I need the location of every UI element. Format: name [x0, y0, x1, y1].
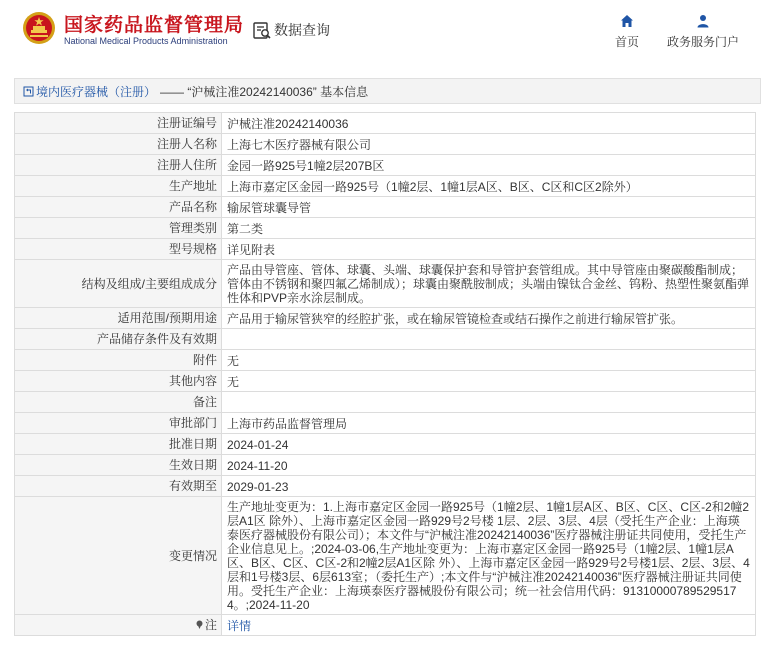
site-header	[0, 0, 761, 64]
field-value: 产品用于输尿管狭窄的经腔扩张，或在输尿管镜检查或结石操作之前进行输尿管扩张。	[222, 308, 756, 329]
nav-service-portal[interactable]	[667, 14, 739, 50]
breadcrumb-category-link[interactable]: 境内医疗器械（注册）	[36, 84, 157, 99]
field-value-note	[222, 615, 756, 636]
table-row	[15, 176, 756, 197]
field-label: 型号规格	[15, 239, 222, 260]
field-value: 2024-01-24	[222, 434, 756, 455]
home-icon	[620, 14, 634, 28]
table-row	[15, 113, 756, 134]
field-value: 第二类	[222, 218, 756, 239]
pin-icon	[195, 620, 204, 629]
return-arrow-icon	[23, 86, 34, 97]
note-label: 注	[204, 617, 217, 632]
field-value: 详见附表	[222, 239, 756, 260]
field-value: 产品由导管座、管体、球囊、头端、球囊保护套和导管护套管组成。其中导管座由聚碳酸酯制成；管体由不锈钢和聚四氟乙烯制成）；球囊由聚酰胺制成；头端由镍钛合金丝、钨粉、热塑性聚氨酯弹性体和PVP亲水涂层制成。	[222, 260, 756, 308]
field-label: 结构及组成/主要组成成分	[15, 260, 222, 308]
breadcrumb	[14, 78, 761, 104]
field-value: 无	[222, 350, 756, 371]
field-label: 审批部门	[15, 413, 222, 434]
field-label: 产品名称	[15, 197, 222, 218]
field-value: 金园一路925号1幢2层207B区	[222, 155, 756, 176]
table-row	[15, 371, 756, 392]
field-label: 注册人住所	[15, 155, 222, 176]
breadcrumb-record-title: —— “沪械注准20242140036” 基本信息	[160, 84, 369, 99]
table-row	[15, 455, 756, 476]
field-value	[222, 392, 756, 413]
field-value: 生产地址变更为：1.上海市嘉定区金园一路925号（1幢2层、1幢1层A区、B区、C区、C区-2和2幢2层A1区 除外）、上海市嘉定区金园一路929号2号楼 1层、2层、3层、4层（受托生产企业：上海瑛泰医疗器械股份有限公司）；本文件与“沪械注准20242140036”医疗器械注册证共同使用，受托生产企业信息见上。;2024-03-06,生产地址变更为：上海市嘉定区金园一路925号（1幢2层、1幢1层A区、B区、C区、C区-2和2幢2层A1区除 外）、上海市嘉定区金园一路929号2号楼1层、2层、3层、4层和1号楼3层、6层613室；（委托生产）;本文件与“沪械注准20242140036”医疗器械注册证共同使用。受托生产企业：上海瑛泰医疗器械股份有限公司；统一社会信用代码：913100007895295174。;2024-11-20	[222, 497, 756, 615]
nav-home-label: 首页	[615, 35, 640, 49]
national-emblem-icon	[22, 11, 56, 45]
table-row	[15, 308, 756, 329]
field-label: 管理类别	[15, 218, 222, 239]
site-name-zh: 国家药品监督管理局	[64, 15, 245, 36]
field-value: 2029-01-23	[222, 476, 756, 497]
data-query-link[interactable]	[252, 20, 330, 40]
details-link[interactable]: 详情	[227, 618, 252, 633]
table-row	[15, 260, 756, 308]
data-query-label: 数据查询	[274, 22, 330, 38]
field-label: 有效期至	[15, 476, 222, 497]
table-row	[15, 413, 756, 434]
table-row	[15, 218, 756, 239]
data-query-icon	[252, 20, 272, 40]
table-row	[15, 434, 756, 455]
user-icon	[696, 14, 710, 28]
table-row	[15, 239, 756, 260]
table-row-note	[15, 615, 756, 636]
field-label: 变更情况	[15, 497, 222, 615]
field-label: 附件	[15, 350, 222, 371]
field-label: 注册证编号	[15, 113, 222, 134]
table-row	[15, 476, 756, 497]
table-row	[15, 197, 756, 218]
table-row	[15, 497, 756, 615]
field-value: 上海市嘉定区金园一路925号（1幢2层、1幢1层A区、B区、C区和C区2除外）	[222, 176, 756, 197]
field-label: 批准日期	[15, 434, 222, 455]
table-row	[15, 134, 756, 155]
table-row	[15, 155, 756, 176]
table-row	[15, 329, 756, 350]
field-label: 生产地址	[15, 176, 222, 197]
site-name-en: National Medical Products Administration	[64, 36, 228, 46]
field-label: 备注	[15, 392, 222, 413]
registration-detail-table	[14, 112, 756, 636]
field-label: 适用范围/预期用途	[15, 308, 222, 329]
field-value	[222, 329, 756, 350]
field-value: 上海市药品监督管理局	[222, 413, 756, 434]
field-value: 2024-11-20	[222, 455, 756, 476]
field-label: 其他内容	[15, 371, 222, 392]
table-row	[15, 350, 756, 371]
field-value: 沪械注准20242140036	[222, 113, 756, 134]
field-label: 产品储存条件及有效期	[15, 329, 222, 350]
field-value: 无	[222, 371, 756, 392]
field-label-note	[15, 615, 222, 636]
nav-home[interactable]	[615, 14, 639, 50]
field-value: 上海七木医疗器械有限公司	[222, 134, 756, 155]
field-value: 输尿管球囊导管	[222, 197, 756, 218]
nav-service-label: 政务服务门户	[667, 35, 740, 49]
table-row	[15, 392, 756, 413]
field-label: 生效日期	[15, 455, 222, 476]
field-label: 注册人名称	[15, 134, 222, 155]
